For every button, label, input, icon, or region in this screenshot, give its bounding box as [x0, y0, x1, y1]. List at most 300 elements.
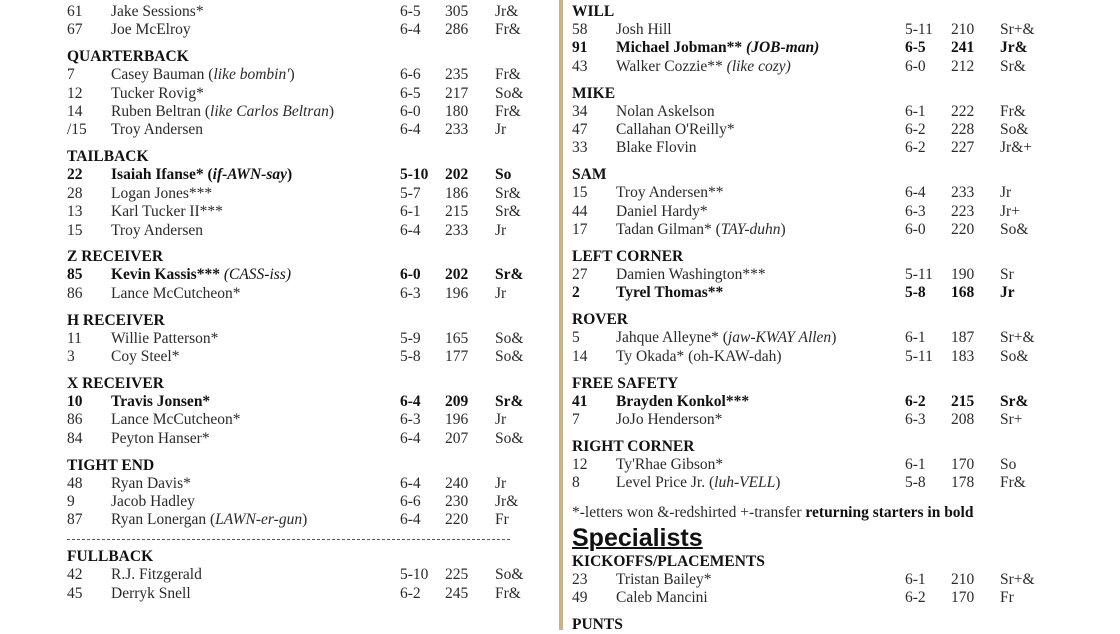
jersey-number: 7	[67, 66, 75, 84]
player-weight: 215	[445, 203, 469, 221]
jersey-number: 9	[67, 493, 75, 511]
name-text: Casey Bauman (	[111, 66, 214, 84]
player-class: Sr	[1000, 266, 1014, 284]
player-class: Fr&	[495, 584, 521, 602]
player-class: Sr&	[495, 392, 524, 410]
jersey-number: 61	[67, 3, 83, 20]
jersey-number: 7	[572, 410, 580, 428]
name-text: Jake Sessions*	[111, 3, 204, 20]
player-height: 5-11	[905, 347, 933, 365]
position-heading: TAILBACK	[67, 148, 149, 166]
pronunciation: like bombin'	[213, 66, 290, 84]
player-height: 6-0	[905, 221, 926, 239]
jersey-number: 87	[67, 511, 83, 529]
jersey-number: /15	[67, 121, 87, 139]
player-row	[572, 39, 1092, 57]
player-weight: 180	[445, 103, 469, 121]
player-name	[111, 66, 295, 84]
player-row	[67, 185, 547, 203]
player-name	[616, 474, 780, 492]
player-row	[572, 139, 1092, 157]
player-row	[67, 411, 547, 429]
name-text: Troy Andersen	[111, 221, 204, 239]
pronunciation: (CASS-iss)	[223, 266, 291, 284]
jersey-number: 58	[572, 21, 588, 38]
jersey-number: 85	[67, 266, 83, 284]
name-text: Karl Tucker II***	[111, 203, 223, 221]
player-name	[111, 430, 210, 448]
name-suffix: )	[831, 329, 837, 347]
name-text: Tadan Gilman* (	[616, 221, 721, 239]
name-text: Daniel Hardy*	[616, 202, 708, 220]
name-text: Tyrel Thomas**	[616, 284, 724, 302]
jersey-number: 14	[67, 103, 83, 121]
player-class: Jr	[495, 411, 507, 429]
player-weight: 190	[951, 266, 975, 284]
name-text: Callahan O'Reilly*	[616, 121, 735, 139]
player-height: 5-11	[905, 21, 933, 38]
pronunciation: TAY-duhn	[720, 221, 781, 239]
player-height: 6-2	[905, 139, 926, 157]
player-name	[616, 329, 836, 347]
player-name	[111, 85, 204, 103]
player-height: 6-1	[400, 203, 421, 221]
player-name	[111, 393, 210, 411]
player-name	[111, 103, 334, 121]
name-text: Troy Andersen	[111, 121, 204, 139]
name-text: Ty'Rhae Gibson*	[616, 455, 724, 473]
player-name	[616, 39, 819, 57]
position-heading: SAM	[572, 166, 607, 184]
player-row	[572, 103, 1092, 121]
player-class: Fr&	[495, 103, 521, 121]
player-name	[616, 203, 708, 221]
player-weight: 230	[445, 493, 469, 511]
position-heading: TIGHT END	[67, 456, 155, 474]
player-height: 6-4	[400, 511, 421, 529]
player-class: Jr&	[495, 493, 519, 511]
player-name	[616, 411, 722, 429]
jersey-number: 34	[572, 102, 588, 120]
pronunciation: (JOB-man)	[746, 39, 820, 57]
player-class: Jr	[495, 474, 507, 492]
jersey-number: 41	[572, 392, 588, 410]
player-row	[572, 571, 1092, 589]
player-row	[67, 21, 547, 39]
player-name	[111, 285, 241, 303]
name-text: Brayden Konkol***	[616, 392, 750, 410]
jersey-number: 14	[572, 347, 588, 365]
player-weight: 168	[951, 284, 975, 302]
player-weight: 202	[445, 166, 469, 184]
player-weight: 196	[445, 284, 469, 302]
player-class: Fr&	[495, 21, 521, 39]
legend-symbols: *-letters won &-redshirted +-transfer	[572, 503, 806, 521]
position-heading: WILL	[572, 3, 615, 20]
player-weight: 210	[951, 570, 975, 588]
section-title: Specialists	[572, 523, 703, 552]
jersey-number: 86	[67, 284, 83, 302]
player-weight: 220	[445, 511, 469, 529]
jersey-number: 3	[67, 348, 75, 366]
player-row	[572, 121, 1092, 139]
player-name	[616, 184, 724, 202]
player-class: Sr+&	[1000, 570, 1035, 588]
name-text: Kevin Kassis***	[111, 266, 224, 284]
player-weight: 210	[951, 21, 975, 38]
jersey-number: 17	[572, 221, 588, 239]
name-text: Michael Jobman**	[616, 39, 747, 57]
player-height: 6-2	[400, 584, 421, 602]
player-height: 6-5	[400, 3, 421, 20]
player-name	[111, 21, 191, 39]
player-weight: 177	[445, 348, 469, 366]
pronunciation: if-AWN-say	[212, 166, 287, 184]
player-class: So&	[1000, 221, 1029, 239]
player-class: Jr&	[495, 3, 519, 20]
player-class: So&	[495, 429, 524, 447]
player-weight: 228	[951, 121, 975, 139]
player-class: So&	[495, 84, 524, 102]
player-weight: 207	[445, 429, 469, 447]
jersey-number: 12	[572, 455, 588, 473]
legend-footnote	[572, 504, 1092, 522]
jersey-number: 28	[67, 184, 83, 202]
player-row	[67, 348, 547, 366]
jersey-number: 22	[67, 166, 83, 184]
player-name	[111, 348, 179, 366]
player-height: 6-6	[400, 66, 421, 84]
name-text: Level Price Jr. (	[616, 474, 715, 492]
player-weight: 217	[445, 84, 469, 102]
jersey-number: 13	[67, 203, 83, 221]
player-row	[572, 456, 1092, 474]
player-row	[67, 222, 547, 240]
player-class: Jr+	[1000, 202, 1020, 220]
player-row	[67, 3, 547, 21]
player-height: 5-8	[905, 284, 926, 302]
player-name	[111, 266, 291, 284]
player-weight: 178	[951, 474, 975, 492]
name-text: Tristan Bailey*	[616, 570, 712, 588]
jersey-number: 67	[67, 21, 83, 39]
player-height: 5-10	[400, 166, 429, 184]
player-height: 6-0	[400, 103, 421, 121]
player-name	[111, 3, 204, 21]
name-text: Derryk Snell	[111, 584, 191, 602]
jersey-number: 2	[572, 284, 580, 302]
player-name	[616, 589, 708, 607]
name-text: Ruben Beltran (	[111, 103, 211, 121]
player-class: Jr	[495, 284, 507, 302]
player-weight: 233	[445, 121, 469, 139]
player-row	[572, 203, 1092, 221]
player-class: Jr&+	[1000, 139, 1032, 157]
player-weight: 305	[445, 3, 469, 20]
jersey-number: 45	[67, 584, 83, 602]
player-height: 6-4	[400, 474, 421, 492]
player-height: 5-11	[905, 266, 933, 284]
player-row	[67, 103, 547, 121]
player-name	[616, 393, 749, 411]
player-row	[67, 475, 547, 493]
player-name	[111, 411, 241, 429]
jersey-number: 15	[572, 184, 588, 202]
player-height: 6-3	[905, 202, 926, 220]
player-height: 5-9	[400, 329, 421, 347]
jersey-number: 23	[572, 570, 588, 588]
name-text: Nolan Askelson	[616, 102, 715, 120]
player-height: 6-1	[905, 455, 926, 473]
player-weight: 212	[951, 57, 975, 75]
player-weight: 225	[445, 566, 469, 584]
player-weight: 187	[951, 329, 975, 347]
player-row	[572, 411, 1092, 429]
player-class: Sr+	[1000, 410, 1023, 428]
player-class: Fr	[495, 511, 509, 529]
player-height: 6-3	[905, 410, 926, 428]
player-name	[111, 511, 307, 529]
player-row	[67, 66, 547, 84]
jersey-number: 91	[572, 39, 588, 57]
player-weight: 233	[445, 221, 469, 239]
defense-depth-column	[572, 2, 1092, 634]
player-weight: 245	[445, 584, 469, 602]
position-heading: MIKE	[572, 84, 616, 102]
pronunciation: like Carlos Beltran	[210, 103, 329, 121]
jersey-number: 10	[67, 392, 83, 410]
jersey-number: 42	[67, 566, 83, 584]
player-class: Sr+&	[1000, 21, 1035, 38]
jersey-number: 47	[572, 121, 588, 139]
player-row	[67, 203, 547, 221]
position-heading: FREE SAFETY	[572, 374, 679, 392]
player-height: 6-1	[905, 102, 926, 120]
player-name	[616, 221, 786, 239]
player-height: 6-6	[400, 493, 421, 511]
pronunciation: luh-VELL	[714, 474, 776, 492]
player-class: Sr&	[495, 203, 521, 221]
player-height: 6-2	[905, 589, 926, 607]
player-class: Fr	[1000, 589, 1014, 607]
name-suffix: )	[302, 511, 308, 529]
player-name	[616, 139, 697, 157]
player-class: So	[495, 166, 512, 184]
player-row	[67, 121, 547, 139]
player-name	[111, 566, 202, 584]
column-divider	[559, 0, 563, 630]
player-class: So&	[495, 566, 524, 584]
player-class: Sr+&	[1000, 329, 1035, 347]
player-weight: 209	[445, 392, 469, 410]
player-name	[111, 585, 191, 603]
player-class: So&	[1000, 121, 1029, 139]
player-row	[67, 266, 547, 284]
name-text: Walker Cozzie**	[616, 57, 727, 75]
name-text: Travis Jonsen*	[111, 392, 211, 410]
player-row	[572, 284, 1092, 302]
player-row	[67, 493, 547, 511]
name-text: Caleb Mancini	[616, 589, 708, 607]
player-class: So&	[1000, 347, 1029, 365]
dashed-divider	[67, 539, 510, 540]
name-text: Damien Washington***	[616, 266, 766, 284]
player-class: Jr	[495, 121, 507, 139]
player-row	[572, 348, 1092, 366]
player-weight: 170	[951, 455, 975, 473]
player-height: 5-10	[400, 566, 429, 584]
name-suffix: )	[780, 221, 786, 239]
player-name	[111, 185, 212, 203]
player-class: So	[1000, 455, 1017, 473]
player-name	[111, 121, 203, 139]
player-name	[616, 456, 723, 474]
name-suffix: )	[287, 166, 293, 184]
name-text: Josh Hill	[616, 21, 672, 38]
player-height: 6-4	[905, 184, 926, 202]
jersey-number: 86	[67, 411, 83, 429]
player-class: Fr&	[495, 66, 521, 84]
player-weight: 202	[445, 266, 469, 284]
player-class: Sr&	[495, 184, 521, 202]
player-weight: 183	[951, 347, 975, 365]
position-heading: H RECEIVER	[67, 311, 165, 329]
position-heading: LEFT CORNER	[572, 248, 684, 266]
player-name	[616, 284, 723, 302]
player-height: 6-5	[400, 84, 421, 102]
player-name	[616, 21, 672, 39]
player-height: 6-4	[400, 221, 421, 239]
pronunciation: (like cozy)	[726, 57, 791, 75]
position-heading: PUNTS	[572, 615, 623, 633]
pronunciation: LAWN-er-gun	[215, 511, 303, 529]
player-class: Sr&	[1000, 57, 1026, 75]
name-text: JoJo Henderson*	[616, 410, 723, 428]
player-weight: 241	[951, 39, 975, 57]
jersey-number: 8	[572, 474, 580, 492]
player-name	[111, 203, 223, 221]
player-row	[67, 430, 547, 448]
player-name	[616, 103, 715, 121]
player-row	[572, 329, 1092, 347]
player-height: 6-4	[400, 392, 421, 410]
player-height: 6-1	[905, 329, 926, 347]
position-heading: KICKOFFS/PLACEMENTS	[572, 552, 765, 570]
name-text: Joe McElroy	[111, 21, 191, 39]
jersey-number: 49	[572, 589, 588, 607]
player-row	[67, 285, 547, 303]
player-weight: 196	[445, 411, 469, 429]
jersey-number: 5	[572, 329, 580, 347]
player-name	[616, 58, 791, 76]
jersey-number: 33	[572, 139, 588, 157]
name-text: Ty Okada* (oh-KAW-dah)	[616, 347, 782, 365]
legend-bold-note: returning starters in bold	[805, 503, 974, 521]
player-row	[572, 474, 1092, 492]
player-height: 6-1	[905, 570, 926, 588]
player-weight: 235	[445, 66, 469, 84]
player-row	[572, 184, 1092, 202]
name-text: Lance McCutcheon*	[111, 284, 241, 302]
name-text: Ryan Lonergan (	[111, 511, 216, 529]
player-name	[616, 348, 782, 366]
name-text: Blake Flovin	[616, 139, 697, 157]
player-weight: 220	[951, 221, 975, 239]
player-height: 6-4	[400, 121, 421, 139]
player-height: 5-7	[400, 184, 421, 202]
player-weight: 186	[445, 184, 469, 202]
name-suffix: )	[289, 66, 295, 84]
player-height: 6-2	[905, 392, 926, 410]
position-heading: X RECEIVER	[67, 374, 164, 392]
position-heading: RIGHT CORNER	[572, 437, 695, 455]
name-text: Lance McCutcheon*	[111, 411, 241, 429]
player-row	[572, 221, 1092, 239]
name-text: Isaiah Ifanse* (	[111, 166, 213, 184]
jersey-number: 11	[67, 329, 82, 347]
player-row	[572, 21, 1092, 39]
name-text: Ryan Davis*	[111, 474, 191, 492]
position-heading: QUARTERBACK	[67, 48, 189, 66]
player-weight: 208	[951, 410, 975, 428]
jersey-number: 44	[572, 202, 588, 220]
jersey-number: 43	[572, 57, 588, 75]
name-suffix: )	[775, 474, 781, 492]
player-class: Jr	[1000, 184, 1012, 202]
name-text: Tucker Rovig*	[111, 84, 204, 102]
name-text: Troy Andersen**	[616, 184, 724, 202]
player-name	[111, 493, 195, 511]
player-name	[616, 266, 766, 284]
position-heading: FULLBACK	[67, 548, 154, 566]
player-name	[111, 166, 292, 184]
jersey-number: 15	[67, 221, 83, 239]
name-text: Logan Jones***	[111, 184, 213, 202]
player-weight: 215	[951, 392, 975, 410]
jersey-number: 48	[67, 474, 83, 492]
player-row	[67, 566, 547, 584]
player-weight: 170	[951, 589, 975, 607]
player-row	[572, 266, 1092, 284]
player-weight: 223	[951, 202, 975, 220]
player-class: So&	[495, 329, 524, 347]
player-height: 5-8	[905, 474, 926, 492]
player-class: Sr&	[495, 266, 524, 284]
position-heading: ROVER	[572, 311, 628, 329]
player-weight: 286	[445, 21, 469, 39]
player-height: 6-4	[400, 429, 421, 447]
player-weight: 240	[445, 474, 469, 492]
player-row	[67, 585, 547, 603]
jersey-number: 27	[572, 266, 588, 284]
player-name	[111, 330, 218, 348]
player-name	[111, 475, 191, 493]
player-class: Jr&	[1000, 39, 1028, 57]
player-row	[572, 589, 1092, 607]
player-weight: 233	[951, 184, 975, 202]
player-height: 6-3	[400, 411, 421, 429]
player-name	[111, 222, 203, 240]
player-height: 5-8	[400, 348, 421, 366]
name-text: Jahque Alleyne* (	[616, 329, 728, 347]
player-weight: 165	[445, 329, 469, 347]
player-class: Fr&	[1000, 102, 1026, 120]
jersey-number: 12	[67, 84, 83, 102]
player-row	[67, 330, 547, 348]
player-name	[616, 121, 735, 139]
position-heading: Z RECEIVER	[67, 248, 164, 266]
player-row	[67, 393, 547, 411]
